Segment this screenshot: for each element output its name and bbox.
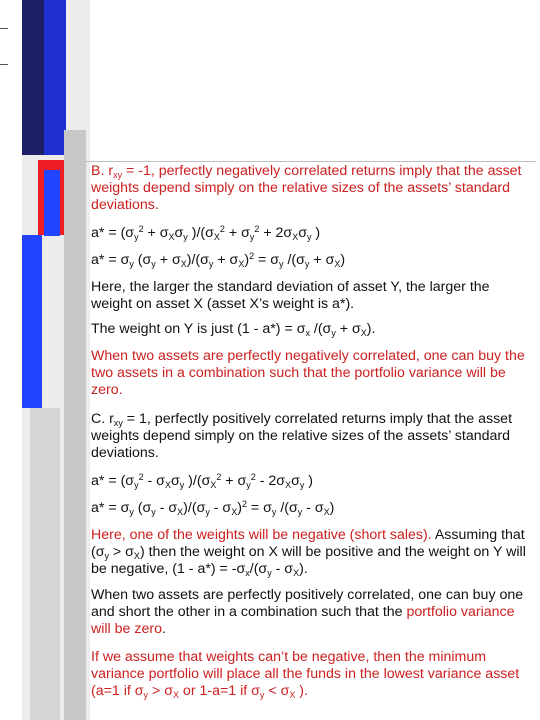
formula-positive-weight-1: [91, 473, 313, 490]
formula-negative-weight-1: [91, 225, 320, 242]
text-segment: Here, one of the weights will be negative (short sales).: [91, 527, 432, 543]
text-segment: ): [244, 252, 250, 268]
text-segment: y: [306, 232, 312, 242]
text-segment: a* = σ: [91, 500, 130, 516]
text-segment: X: [172, 690, 179, 700]
text-segment: y: [279, 259, 284, 269]
slide-divider-line: [86, 161, 536, 162]
text-segment: - 2σ: [255, 473, 286, 489]
text-segment: 2: [138, 472, 144, 482]
text-segment: ): [340, 252, 346, 268]
text-segment: = 1, perfectly positively correlated returns imply that the asset weights depend simply on the relative sizes of the assets’ standard deviations.: [91, 411, 513, 461]
text-segment: y: [151, 507, 156, 517]
text-segment: y: [249, 232, 255, 242]
text-segment: a* = (σ: [91, 225, 135, 241]
text-segment: B. r: [91, 163, 114, 179]
text-segment: 2: [249, 251, 255, 261]
text-segment: X: [210, 480, 217, 490]
text-segment: - σ: [302, 500, 324, 516]
text-segment: < σ: [264, 683, 290, 699]
text-segment: + σ: [221, 473, 247, 489]
text-segment: X: [292, 232, 299, 242]
decor-bar-gray-mid: [64, 130, 86, 720]
text-segment: + σ: [143, 225, 169, 241]
text-segment: + σ: [309, 252, 335, 268]
text-segment: = σ: [246, 500, 272, 516]
paragraph-short-sales: [91, 527, 531, 578]
text-segment: .: [161, 621, 166, 637]
text-segment: /(σ: [276, 500, 298, 516]
text-segment: ): [304, 473, 314, 489]
text-segment: - σ: [155, 500, 178, 516]
text-segment: y: [179, 480, 185, 490]
text-segment: X: [323, 507, 330, 517]
decor-bar-navy: [22, 0, 44, 155]
text-segment: + σ: [155, 252, 181, 268]
text-segment: ).: [299, 561, 308, 577]
text-segment: Here, the larger the standard deviation of asset Y, the larger the weight on asset X (asset X’s weight is a*).: [91, 279, 490, 312]
paragraph-weight-on-y: [91, 321, 375, 338]
text-segment: y: [208, 259, 214, 269]
text-segment: X: [238, 259, 245, 269]
text-segment: 2: [250, 472, 256, 482]
text-segment: y: [259, 690, 265, 700]
text-segment: σ: [291, 473, 300, 489]
text-segment: When two assets are perfectly negatively correlated, one can buy the two assets in a combination such that the portfolio variance will be zero.: [91, 348, 525, 398]
text-segment: xy: [113, 418, 123, 428]
text-segment: ) then the weight on X will be positive and the weight on Y will be negative, (1 - a*) = -σ: [91, 544, 526, 577]
text-segment: or 1-a=1 if σ: [178, 683, 260, 699]
text-segment: X: [180, 259, 187, 269]
text-segment: (σ: [133, 252, 152, 268]
text-segment: + 2σ: [259, 225, 293, 241]
text-segment: )/(σ: [184, 473, 211, 489]
paragraph-negative-correlation-intro: [91, 163, 531, 214]
text-segment: X: [177, 507, 184, 517]
text-segment: + σ: [224, 225, 250, 241]
text-segment: σ: [170, 473, 180, 489]
text-segment: y: [271, 507, 277, 517]
text-segment: 2: [138, 224, 144, 234]
text-segment: X: [168, 232, 175, 242]
text-segment: (σ: [133, 500, 152, 516]
text-segment: The weight on Y is just (1 - a*) = σ: [91, 321, 306, 337]
text-segment: /(σ: [249, 561, 268, 577]
text-segment: X: [334, 259, 341, 269]
text-segment: y: [151, 259, 156, 269]
text-segment: ): [311, 225, 321, 241]
paragraph-no-negative-weights: [91, 649, 531, 700]
text-segment: + σ: [335, 321, 361, 337]
text-segment: Assuming that (σ: [91, 527, 525, 560]
text-segment: X: [164, 480, 171, 490]
text-segment: y: [205, 507, 210, 517]
text-segment: y: [134, 232, 139, 242]
text-segment: a* = σ: [91, 252, 130, 268]
text-segment: ).: [295, 683, 308, 699]
decor-bar-blue-top: [44, 0, 66, 155]
text-segment: ): [237, 500, 242, 516]
text-segment: X: [133, 551, 140, 561]
text-segment: X: [285, 480, 292, 490]
text-segment: σ: [298, 225, 307, 241]
text-segment: = σ: [254, 252, 280, 268]
text-segment: = -1, perfectly negatively correlated returns imply that the asset weights depend simply on the relative sizes of the assets’ standard deviations.: [91, 163, 522, 213]
formula-positive-weight-2: [91, 500, 334, 517]
text-segment: y: [143, 690, 149, 700]
text-segment: y: [246, 480, 251, 490]
text-segment: X: [293, 568, 300, 578]
text-segment: + σ: [213, 252, 239, 268]
text-segment: - σ: [143, 473, 165, 489]
text-segment: a* = (σ: [91, 473, 135, 489]
text-segment: 2: [216, 472, 222, 482]
text-segment: X: [289, 690, 296, 700]
text-segment: y: [299, 480, 305, 490]
text-segment: 2: [241, 499, 247, 509]
text-segment: portfolio variance will be zero: [91, 604, 515, 637]
text-segment: y: [129, 507, 134, 517]
text-segment: 2: [219, 224, 225, 234]
text-segment: - σ: [209, 500, 232, 516]
text-segment: x: [305, 328, 310, 338]
text-segment: If we assume that weights can’t be negative, then the minimum variance portfolio will place all the funds in the lowest variance asset (a=1 if σ: [91, 649, 520, 699]
text-segment: /(σ: [309, 321, 332, 337]
text-segment: xy: [113, 170, 123, 180]
text-segment: /(σ: [283, 252, 305, 268]
text-segment: x: [245, 568, 250, 578]
decor-bar-gray-dark: [30, 408, 60, 720]
text-segment: )/(σ: [186, 252, 209, 268]
paragraph-positive-correlation-intro: [91, 411, 531, 462]
edge-tick-mid: [0, 64, 8, 65]
text-segment: y: [104, 551, 109, 561]
text-segment: X: [360, 328, 367, 338]
text-segment: y: [297, 507, 303, 517]
text-segment: σ: [174, 225, 184, 241]
text-segment: )/(σ: [183, 500, 206, 516]
text-segment: When two assets are perfectly positively correlated, one can buy one and short the other in a combination such that the: [91, 587, 524, 620]
text-segment: y: [129, 259, 134, 269]
text-segment: > σ: [148, 683, 173, 699]
text-segment: ).: [366, 321, 376, 337]
text-segment: y: [267, 568, 272, 578]
text-segment: y: [183, 232, 188, 242]
text-segment: 2: [254, 224, 260, 234]
text-segment: ): [329, 500, 335, 516]
text-segment: y: [331, 328, 336, 338]
text-segment: y: [134, 480, 139, 490]
decor-bar-blue-short: [44, 170, 60, 236]
paragraph-positive-zero-variance: [91, 587, 531, 638]
text-segment: C. r: [91, 411, 114, 427]
text-segment: > σ: [108, 544, 134, 560]
text-segment: X: [231, 507, 238, 517]
paragraph-larger-std-dev: [91, 279, 531, 313]
text-segment: y: [304, 259, 310, 269]
formula-negative-weight-2: [91, 252, 345, 269]
edge-tick-top: [0, 28, 8, 29]
decor-bar-blue-long: [22, 235, 42, 408]
text-segment: - σ: [271, 561, 294, 577]
text-segment: )/(σ: [187, 225, 214, 241]
paragraph-negative-zero-variance: [91, 348, 531, 399]
text-segment: X: [213, 232, 220, 242]
